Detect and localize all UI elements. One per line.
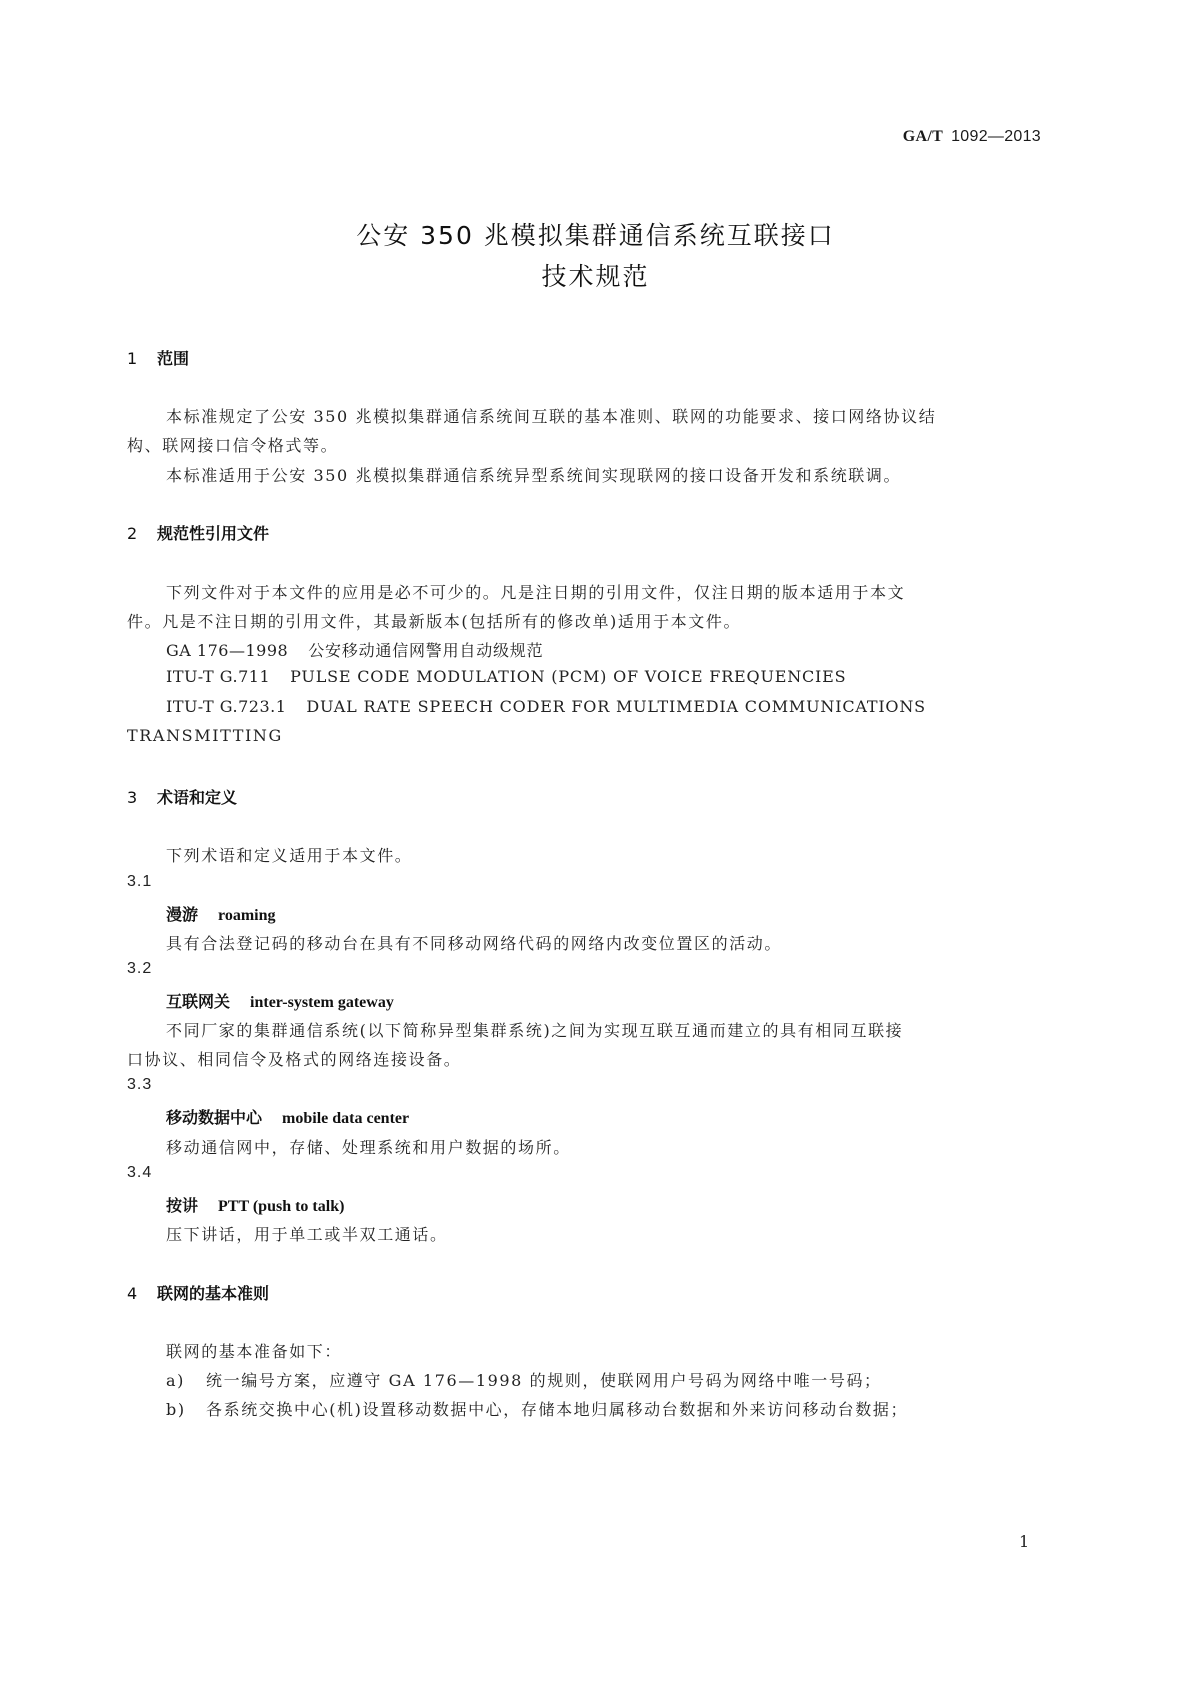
term-definition: 压下讲话，用于单工或半双工通话。: [166, 1225, 448, 1244]
term-zh: 按讲: [166, 1196, 199, 1215]
references-intro-line-1: 下列文件对于本文件的应用是必不可少的。凡是注日期的引用文件，仅注日期的版本适用于本文: [166, 583, 906, 602]
reference-code: GA 176—1998: [166, 641, 289, 660]
standard-number: 1092—2013: [951, 128, 1041, 145]
clause-number: 3.2: [127, 960, 153, 977]
section-number: 4: [127, 1284, 138, 1303]
list-marker: a): [166, 1371, 185, 1390]
scope-paragraph-1-line-1: 本标准规定了公安 350 兆模拟集群通信系统间互联的基本准则、联网的功能要求、接口网络协议结: [166, 407, 937, 426]
clause-number: 3.3: [127, 1076, 153, 1093]
section-title: 规范性引用文件: [157, 524, 270, 543]
section-number: 1: [127, 349, 138, 368]
principles-intro: 联网的基本准备如下：: [166, 1342, 343, 1361]
terms-intro: 下列术语和定义适用于本文件。: [166, 846, 413, 865]
term-roaming: [166, 902, 276, 925]
section-heading-normative-references: [127, 521, 269, 544]
term-zh: 互联网关: [166, 992, 231, 1011]
standard-prefix: GA/T: [902, 128, 944, 145]
section-number: 2: [127, 524, 138, 543]
term-en: roaming: [218, 907, 276, 924]
section-number: 3: [127, 788, 138, 807]
term-en: inter-system gateway: [250, 994, 394, 1011]
clause-number: 3.1: [127, 873, 153, 890]
list-item-text: 各系统交换中心(机)设置移动数据中心，存储本地归属移动台数据和外来访问移动台数据；: [206, 1400, 909, 1419]
clause-number: 3.4: [127, 1164, 153, 1181]
section-heading-scope: [127, 346, 189, 369]
scope-paragraph-2: 本标准适用于公安 350 兆模拟集群通信系统异型系统间实现联网的接口设备开发和系统联调。: [166, 466, 902, 485]
section-title: 术语和定义: [157, 788, 238, 807]
term-definition: 移动通信网中，存储、处理系统和用户数据的场所。: [166, 1138, 571, 1157]
term-definition: 具有合法登记码的移动台在具有不同移动网络代码的网络内改变位置区的活动。: [166, 934, 783, 953]
reference-title: PULSE CODE MODULATION (PCM) OF VOICE FREQUENCIES: [290, 667, 847, 686]
scope-paragraph-1-line-2: 构、联网接口信令格式等。: [127, 436, 339, 455]
references-intro-line-2: 件。凡是不注日期的引用文件，其最新版本(包括所有的修改单)适用于本文件。: [127, 612, 742, 631]
reference-title: 公安移动通信网警用自动级规范: [308, 641, 544, 660]
list-marker: b): [166, 1400, 186, 1419]
section-heading-basic-principles: [127, 1281, 269, 1304]
document-title-line-2: 技术规范: [541, 262, 650, 291]
reference-item: [166, 667, 846, 686]
term-zh: 漫游: [166, 905, 199, 924]
term-mobile-data-center: [166, 1105, 409, 1128]
reference-item: [166, 638, 543, 661]
section-heading-terms-definitions: [127, 785, 237, 808]
section-title: 范围: [157, 349, 190, 368]
term-en: mobile data center: [282, 1110, 410, 1127]
term-inter-system-gateway: [166, 989, 394, 1012]
list-item: [166, 1368, 882, 1391]
reference-code: ITU-T G.711: [166, 667, 271, 686]
reference-item: [166, 697, 926, 716]
term-definition: 不同厂家的集群通信系统(以下简称异型集群系统)之间为实现互联互通而建立的具有相同互联接: [166, 1021, 904, 1040]
reference-code: ITU-T G.723.1: [166, 697, 287, 716]
term-ptt: [166, 1193, 344, 1216]
reference-title: DUAL RATE SPEECH CODER FOR MULTIMEDIA COMMUNICATIONS: [306, 697, 926, 716]
reference-title-continuation: TRANSMITTING: [127, 726, 283, 745]
document-title-line-1: 公安 350 兆模拟集群通信系统互联接口: [356, 221, 835, 250]
list-item-text: 统一编号方案，应遵守 GA 176—1998 的规则，使联网用户号码为网络中唯一号码；: [206, 1371, 882, 1390]
term-definition-continuation: 口协议、相同信令及格式的网络连接设备。: [127, 1050, 462, 1069]
page-number: 1: [1019, 1532, 1030, 1551]
term-zh: 移动数据中心: [166, 1108, 263, 1127]
term-en: PTT (push to talk): [218, 1198, 345, 1215]
section-title: 联网的基本准则: [157, 1284, 270, 1303]
standard-code: [903, 126, 1041, 146]
list-item: [166, 1397, 908, 1420]
